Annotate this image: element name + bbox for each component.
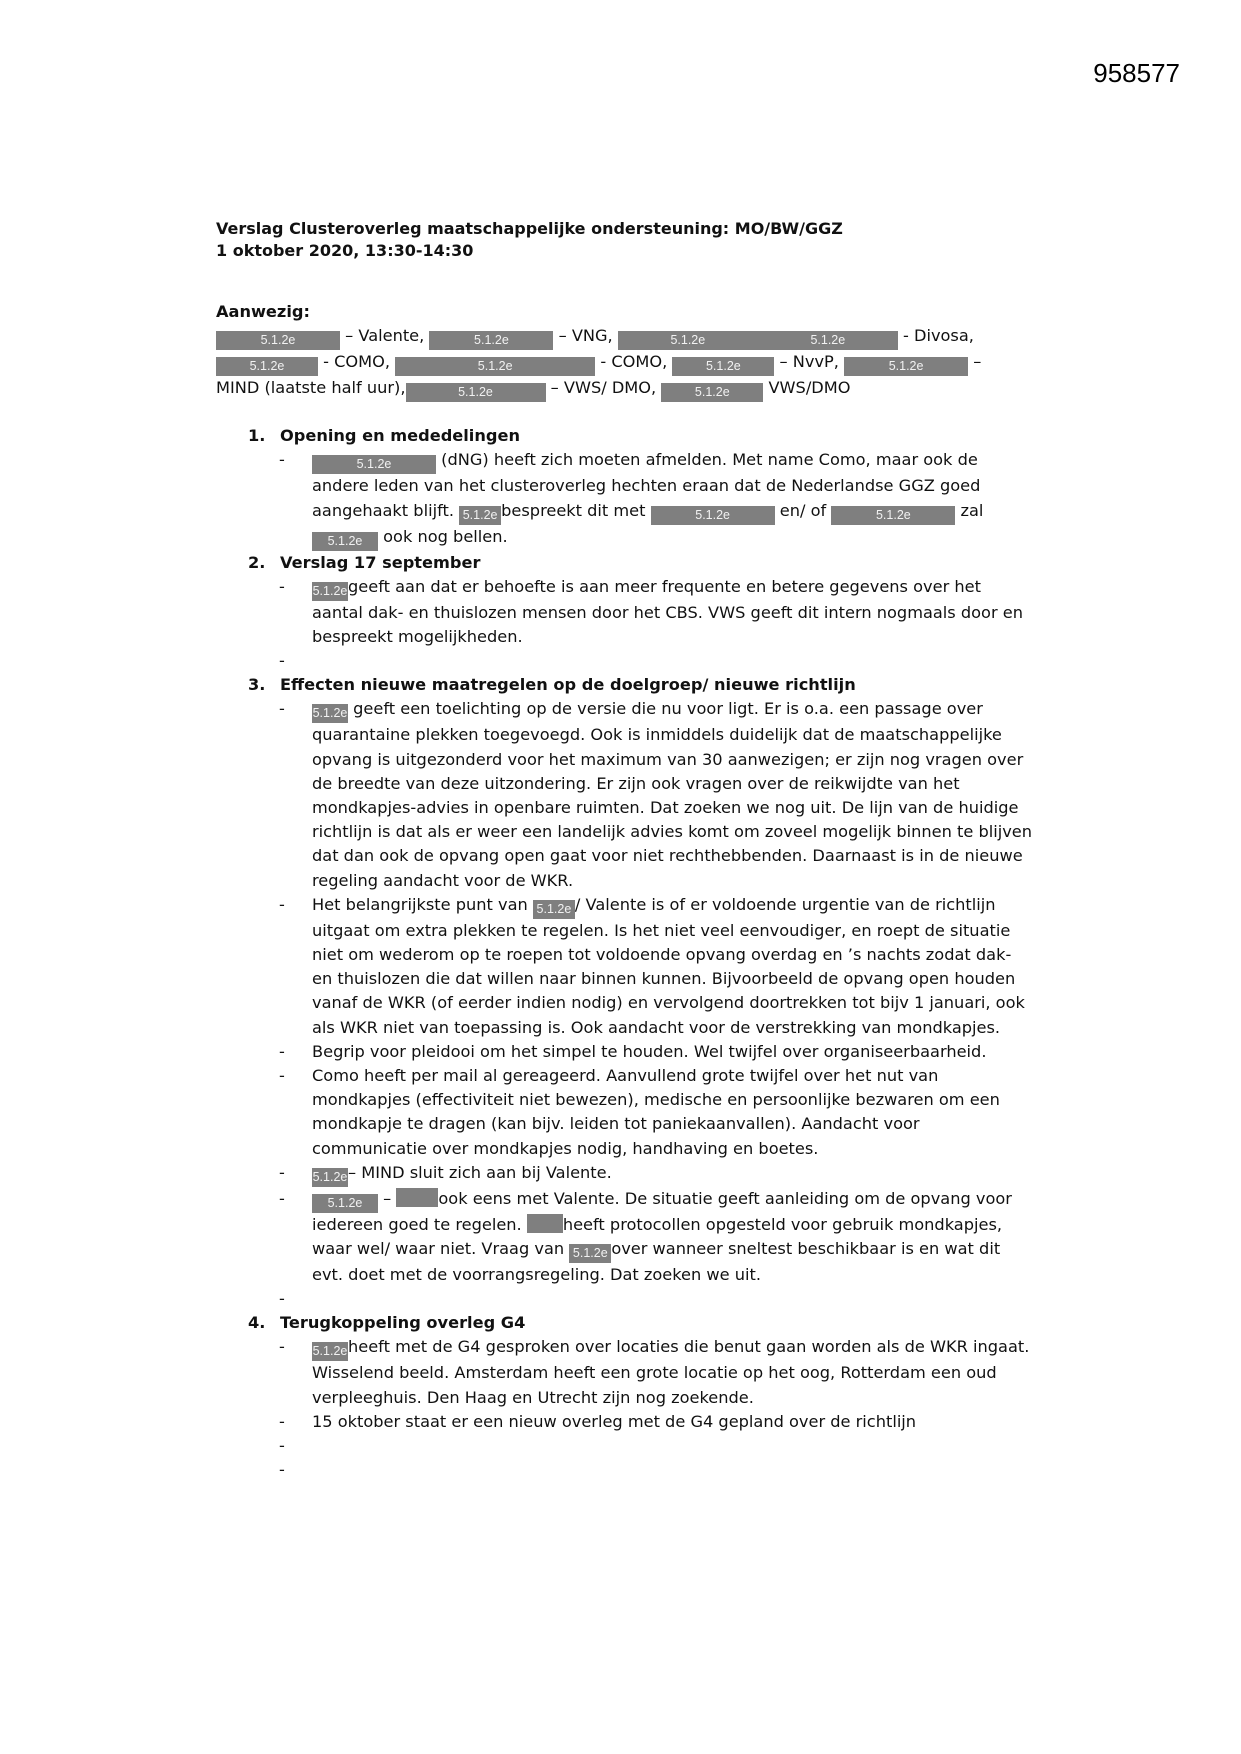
redaction-box: 5.1.2e	[406, 383, 546, 402]
list-item: - 5.1.2egeeft aan dat er behoefte is aan meer frequente en betere gegevens over het aantal dak- en thuislozen mensen door het CBS. VWS geeft dit intern nogmaals door en bespreekt mogelijkheden.	[312, 575, 1036, 649]
redaction-box: 5.1.2e	[312, 1168, 348, 1187]
section-title: 4. Terugkoppeling overleg G4	[248, 1313, 526, 1333]
document-number: 958577	[1093, 58, 1180, 88]
attendees-heading: Aanwezig:	[216, 302, 310, 321]
redaction-box: 5.1.2e	[844, 357, 968, 376]
item-list	[216, 448, 1036, 550]
section-title: 3. Effecten nieuwe maatregelen op de doelgroep/ nieuwe richtlijn	[248, 675, 856, 695]
redaction-box: 5.1.2e	[758, 331, 898, 350]
redaction-box: 5.1.2e	[533, 900, 575, 919]
section-opening	[216, 424, 1036, 550]
document-title: Verslag Clusteroverleg maatschappelijke ondersteuning: MO/BW/GGZ	[216, 219, 843, 238]
attendees-list: 5.1.2e – Valente, 5.1.2e – VNG, 5.1.2e 5.1.2e - Divosa, 5.1.2e - COMO, 5.1.2e - COMO, 5.1.2e – NvvP, 5.1.2e – MIND (laatste half uur), 5.1.2e – VWS/ DMO, 5.1.2e VWS/DMO	[216, 324, 1036, 402]
list-item: - 5.1.2e – ook eens met Valente. De situatie geeft aanleiding om de opvang voor iedereen goed te regelen. heeft protocollen opgesteld voor gebruik mondkapjes, waar wel/ waar niet. Vraag van 5.1.2e over wanneer sneltest beschikbaar is en wat dit evt. doet met de voorrangsregeling. Dat zoeken we uit.	[312, 1187, 1036, 1287]
list-item	[312, 1458, 1036, 1482]
document-body	[216, 218, 1036, 1482]
redaction-box: 5.1.2e	[395, 357, 595, 376]
list-item	[312, 1434, 1036, 1458]
list-item: - 5.1.2e (dNG) heeft zich moeten afmelden. Met name Como, maar ook de andere leden van het clusteroverleg hechten eraan dat de Nederlandse GGZ goed aangehaakt blijft. 5.1.2e bespreekt dit met 5.1.2e en/ of 5.1.2e zal 5.1.2e ook nog bellen.	[312, 448, 1036, 550]
section-minutes	[216, 551, 1036, 674]
list-item: - Como heeft per mail al gereageerd. Aanvullend grote twijfel over het nut van mondkapjes (effectiviteit niet bewezen), medische en persoonlijke bezwaren om een mondkapje te dragen (kan bijv. leiden tot paniekaanvallen). Aandacht voor communicatie over mondkapjes nodig, handhaving en boetes.	[312, 1064, 1036, 1161]
redaction-box: 5.1.2e	[429, 331, 553, 350]
redaction-box: 5.1.2e	[312, 704, 348, 723]
item-list	[216, 1335, 1036, 1482]
list-item: - 15 oktober staat er een nieuw overleg met de G4 gepland over de richtlijn	[312, 1410, 1036, 1434]
redaction-box: 5.1.2e	[312, 582, 348, 601]
list-item: - Het belangrijkste punt van 5.1.2e / Valente is of er voldoende urgentie van de richtlijn uitgaat om extra plekken te regelen. Is het niet veel eenvoudiger, en roept de situatie niet om wederom op te roepen tot voldoende opvang overdag en ’s nachts zodat dak- en thuislozen die dat willen naar binnen kunnen. Bijvoorbeeld de opvang open houden vanaf de WKR (of eerder indien nodig) en vervolgend doortrekken tot bijv 1 januari, ook als WKR niet van toepassing is. Ook aandacht voor de verstrekking van mondkapjes.	[312, 893, 1036, 1040]
redaction-box: 5.1.2e	[831, 506, 955, 525]
section-effects	[216, 673, 1036, 1311]
redaction-box: 5.1.2e	[459, 506, 501, 525]
redaction-box: 5.1.2e	[672, 357, 774, 376]
redaction-box: 5.1.2e	[569, 1244, 611, 1263]
list-item: - 5.1.2eheeft met de G4 gesproken over locaties die benut gaan worden als de WKR ingaat. Wisselend beeld. Amsterdam heeft een grote locatie op het oog, Rotterdam een oud verpleeghuis. Den Haag en Utrecht zijn nog zoekende.	[312, 1335, 1036, 1409]
list-item	[312, 1287, 1036, 1311]
redaction-box: 5.1.2e	[312, 1194, 378, 1213]
redaction-box: 5.1.2e	[661, 383, 763, 402]
item-list	[216, 697, 1036, 1311]
item-list	[216, 575, 1036, 673]
redaction-box: 5.1.2e	[312, 455, 436, 474]
redaction-box: 5.1.2e	[216, 331, 340, 350]
section-title: 1. Opening en mededelingen	[248, 426, 520, 446]
list-item: - Begrip voor pleidooi om het simpel te houden. Wel twijfel over organiseerbaarheid.	[312, 1040, 1036, 1064]
section-g4-feedback	[216, 1311, 1036, 1482]
redaction-box	[396, 1188, 438, 1207]
redaction-box: 5.1.2e	[312, 532, 378, 551]
list-item: - 5.1.2e– MIND sluit zich aan bij Valente.	[312, 1161, 1036, 1187]
section-title: 2. Verslag 17 september	[248, 552, 481, 572]
meeting-date: 1 oktober 2020, 13:30-14:30	[216, 241, 474, 260]
redaction-box: 5.1.2e	[216, 357, 318, 376]
redaction-box: 5.1.2e	[651, 506, 775, 525]
list-item	[312, 649, 1036, 673]
list-item: - 5.1.2e geeft een toelichting op de versie die nu voor ligt. Er is o.a. een passage over quarantaine plekken toegevoegd. Ook is inmiddels duidelijk dat de maatschappelijke opvang is uitgezonderd voor het maximum van 30 aanwezigen; er zijn nog vragen over de breedte van deze uitzondering. Er zijn ook vragen over de reikwijdte van het mondkapjes-advies in openbare ruimten. Dat zoeken we nog uit. De lijn van de huidige richtlijn is dat als er weer een landelijk advies komt om zoveel mogelijk binnen te blijven dat dan ook de opvang open gaat voor niet rechthebbenden. Daarnaast is in de nieuwe regeling aandacht voor de WKR.	[312, 697, 1036, 892]
redaction-box: 5.1.2e	[618, 331, 758, 350]
redaction-box: 5.1.2e	[312, 1342, 348, 1361]
redaction-box	[527, 1214, 563, 1233]
